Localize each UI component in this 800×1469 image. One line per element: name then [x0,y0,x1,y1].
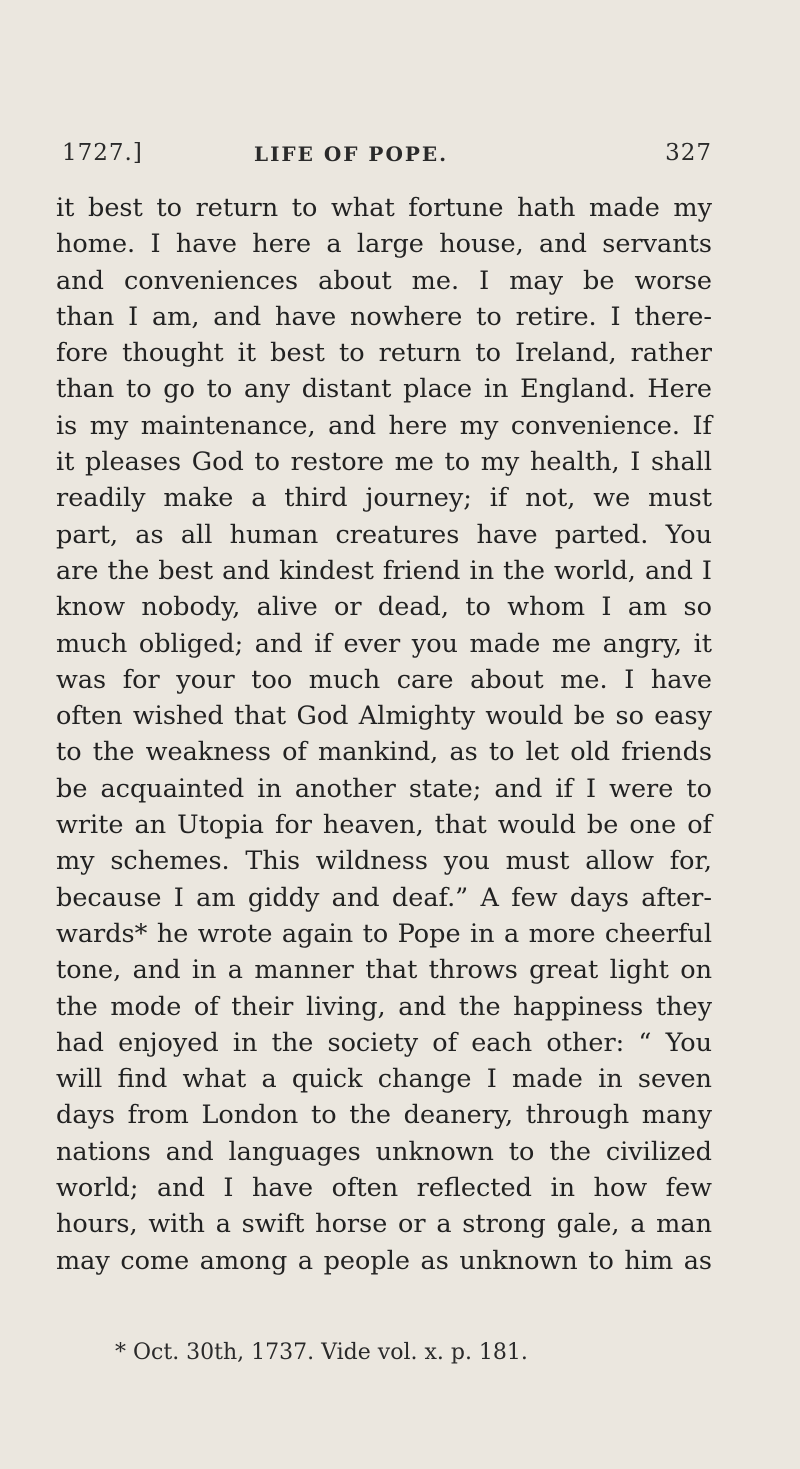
text-line: to the weakness of mankind, as to let old friends [56,737,712,768]
text-line: part, as all human creatures have parted. You [56,519,712,550]
text-line: fore thought it best to return to Ireland, rather [56,338,712,369]
text-line: readily make a third journey; if not, we must [56,483,712,514]
text-line: know nobody, alive or dead, to whom I am so [56,592,712,623]
text-line: it pleases God to restore me to my health, I shall [56,447,712,478]
header-title: LIFE OF POPE. [254,142,449,166]
text-line: because I am giddy and deaf.” A few days after- [56,882,712,913]
text-line: the mode of their living, and the happiness they [56,991,712,1022]
text-line: write an Utopia for heaven, that would be one of [56,810,712,841]
body-text [56,190,712,1279]
text-line: and conveniences about me. I may be worse [56,265,712,296]
text-line: tone, and in a manner that throws great light on [56,955,712,986]
text-line: world; and I have often reflected in how few [56,1173,712,1204]
text-line: are the best and kindest friend in the world, and I [56,555,712,586]
text-line: than to go to any distant place in England. Here [56,374,712,405]
text-line: will find what a quick change I made in seven [56,1064,712,1095]
text-line: hours, with a swift horse or a strong gale, a man [56,1209,712,1240]
text-line: was for your too much care about me. I have [56,664,712,695]
text-line: it best to return to what fortune hath made my [56,193,712,223]
header-year: 1727.] [62,140,143,166]
page-number: 327 [665,140,712,166]
text-line: may come among a people as unknown to him as [56,1245,712,1276]
text-line: wards* he wrote again to Pope in a more cheerful [56,918,712,949]
text-line: than I am, and have nowhere to retire. I there- [56,301,712,332]
text-line: be acquainted in another state; and if I were to [56,773,712,804]
footnote: * Oct. 30th, 1737. Vide vol. x. p. 181. [115,1340,528,1365]
text-line: often wished that God Almighty would be so easy [56,701,712,732]
text-line: much obliged; and if ever you made me angry, it [56,628,712,659]
text-line: nations and languages unknown to the civilized [56,1136,712,1167]
text-line: days from London to the deanery, through many [56,1100,712,1131]
text-line: had enjoyed in the society of each other: “ You [56,1027,712,1058]
running-head [62,140,712,180]
text-line: my schemes. This wildness you must allow for, [56,846,712,877]
text-line: home. I have here a large house, and servants [56,229,712,260]
text-line: is my maintenance, and here my convenience. If [56,410,712,441]
